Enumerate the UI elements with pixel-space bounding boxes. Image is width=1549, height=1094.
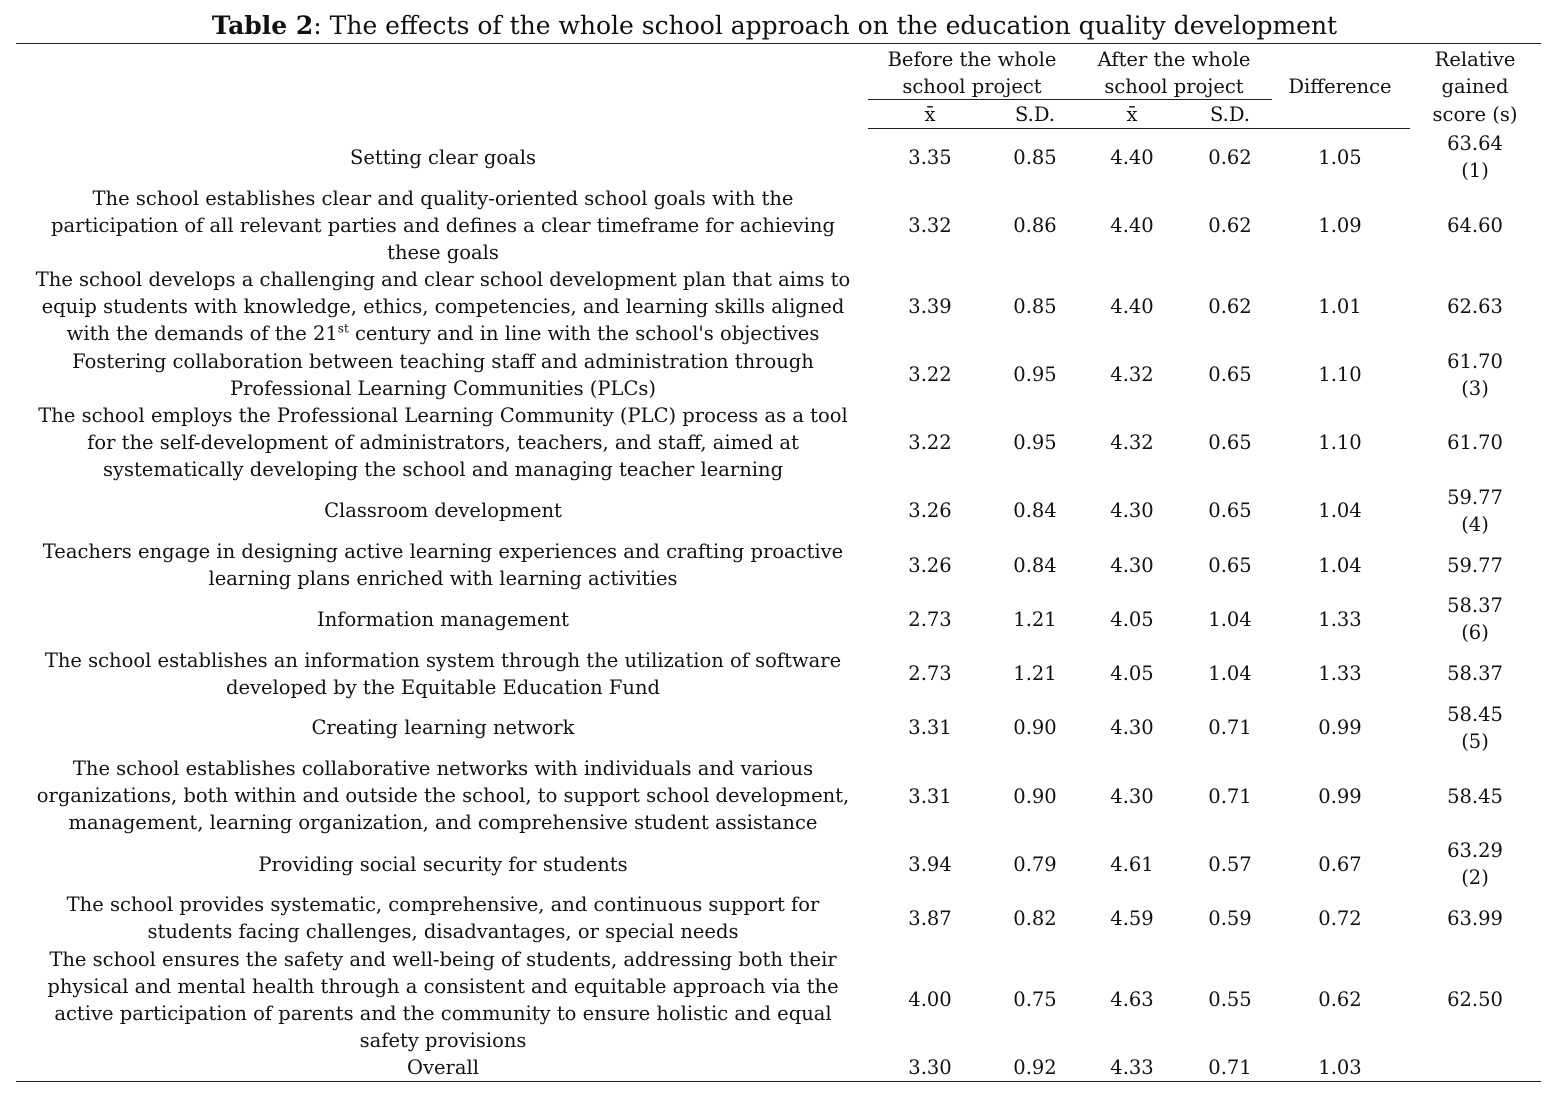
difference: 1.03 [1318, 1056, 1362, 1079]
difference: 1.04 [1318, 499, 1362, 522]
row-item: The school provides systematic, comprehensive, and continuous support for students facing challenges, disadvantages, or special needs [66, 893, 820, 943]
relative-value: 62.50 [1447, 988, 1503, 1011]
row-item [30, 266, 856, 347]
difference: 0.67 [1318, 853, 1362, 876]
before-mean: 3.26 [908, 499, 952, 522]
relative-value: 61.70 [1447, 431, 1503, 454]
relative-score [1410, 592, 1540, 646]
after-mean: 4.30 [1110, 716, 1154, 739]
before-mean: 3.39 [908, 295, 952, 318]
rank: (2) [1461, 866, 1489, 889]
table-label: Table 2 [211, 11, 314, 40]
relative-value: 59.77 [1447, 554, 1503, 577]
row-item: Providing social security for students [258, 853, 628, 876]
before-mean: 3.87 [908, 907, 952, 930]
header-bottom-rule [868, 128, 1410, 129]
after-mean: 4.33 [1110, 1056, 1154, 1079]
after-mean: 4.61 [1110, 853, 1154, 876]
after-sd: 0.59 [1208, 907, 1252, 930]
after-mean: 4.32 [1110, 431, 1154, 454]
before-mean: 3.22 [908, 363, 952, 386]
row-item: The school establishes clear and quality-oriented school goals with the participation of all relevant parties and defines a clear timeframe for achieving these goals [51, 187, 835, 264]
rank: (4) [1461, 513, 1489, 536]
row-item: Fostering collaboration between teaching staff and administration through Professional Learning Communities (PLCs) [72, 350, 814, 400]
header-before-line2: school project [902, 75, 1042, 98]
before-sd: 1.21 [1013, 608, 1057, 631]
relative-value: 59.77 [1447, 486, 1503, 509]
before-sd: 1.21 [1013, 662, 1057, 685]
relative-score [1410, 130, 1540, 184]
after-mean: 4.30 [1110, 554, 1154, 577]
row-item-text: The school develops a challenging and clear school development plan that aims to equip students with knowledge, ethics, competencies, and learning skills aligned with the demands of the 21 [35, 268, 851, 345]
before-mean: 3.94 [908, 853, 952, 876]
after-sd: 0.62 [1208, 295, 1252, 318]
header-relative-line2: gained [1441, 75, 1509, 98]
after-mean: 4.40 [1110, 295, 1154, 318]
row-item: The school establishes an information system through the utilization of software developed by the Equitable Education Fund [44, 649, 842, 699]
before-sd: 0.95 [1013, 431, 1057, 454]
before-mean: 3.31 [908, 716, 952, 739]
relative-score [1410, 348, 1540, 402]
relative-value: 61.70 [1447, 350, 1503, 373]
before-mean: 3.35 [908, 146, 952, 169]
after-mean: 4.40 [1110, 146, 1154, 169]
after-sd: 0.65 [1208, 499, 1252, 522]
before-mean: 4.00 [908, 988, 952, 1011]
before-sd: 0.90 [1013, 716, 1057, 739]
bottom-rule [16, 1081, 1541, 1082]
rank: (6) [1461, 621, 1489, 644]
after-mean: 4.40 [1110, 214, 1154, 237]
after-sd: 1.04 [1208, 608, 1252, 631]
before-mean: 3.26 [908, 554, 952, 577]
header-before-rule [868, 99, 1076, 100]
before-sd: 0.90 [1013, 785, 1057, 808]
row-item: The school employs the Professional Learning Community (PLC) process as a tool for the self-development of administrators, teachers, and staff, aimed at systematically developing the school and managing teacher learning [38, 404, 848, 481]
rank: (5) [1461, 730, 1489, 753]
before-mean: 3.22 [908, 431, 952, 454]
after-mean: 4.30 [1110, 785, 1154, 808]
after-sd: 1.04 [1208, 662, 1252, 685]
after-sd: 0.65 [1208, 363, 1252, 386]
before-sd: 0.84 [1013, 499, 1057, 522]
row-item: Setting clear goals [350, 146, 536, 169]
difference: 1.10 [1318, 431, 1362, 454]
after-sd: 0.71 [1208, 716, 1252, 739]
before-sd: 0.85 [1013, 295, 1057, 318]
difference: 1.10 [1318, 363, 1362, 386]
relative-value: 58.37 [1447, 662, 1503, 685]
difference: 0.99 [1318, 785, 1362, 808]
after-mean: 4.05 [1110, 608, 1154, 631]
table-caption [0, 10, 1549, 42]
before-sd: 0.92 [1013, 1056, 1057, 1079]
after-sd: 0.71 [1208, 1056, 1252, 1079]
difference: 0.72 [1318, 907, 1362, 930]
row-item: Information management [317, 608, 569, 631]
relative-value: 63.99 [1447, 907, 1503, 930]
difference: 0.99 [1318, 716, 1362, 739]
header-before-sd: S.D. [1015, 103, 1055, 126]
header-difference: Difference [1288, 75, 1392, 98]
row-item-overall: Overall [407, 1056, 479, 1079]
header-after-mean: x̄ [1126, 103, 1138, 126]
header-after-sd: S.D. [1210, 103, 1250, 126]
before-mean: 2.73 [908, 662, 952, 685]
difference: 1.04 [1318, 554, 1362, 577]
row-item: Classroom development [324, 499, 562, 522]
after-mean: 4.59 [1110, 907, 1154, 930]
before-sd: 0.85 [1013, 146, 1057, 169]
before-mean: 2.73 [908, 608, 952, 631]
row-item: The school ensures the safety and well-being of students, addressing both their physical and mental health through a consistent and equitable approach via the active participation of parents and the community to ensure holistic and equal safety provisions [47, 948, 839, 1052]
table-title: : The effects of the whole school approach on the education quality development [313, 11, 1338, 40]
before-mean: 3.30 [908, 1056, 952, 1079]
difference: 1.09 [1318, 214, 1362, 237]
top-rule [16, 43, 1541, 44]
row-item: The school establishes collaborative networks with individuals and various organizations, both within and outside the school, to support school development, management, learning organization, and comprehensive student assistance [36, 757, 850, 834]
after-mean: 4.32 [1110, 363, 1154, 386]
header-before-mean: x̄ [924, 103, 936, 126]
after-mean: 4.05 [1110, 662, 1154, 685]
before-sd: 0.79 [1013, 853, 1057, 876]
before-mean: 3.32 [908, 214, 952, 237]
after-mean: 4.30 [1110, 499, 1154, 522]
rank: (1) [1461, 159, 1489, 182]
relative-score [1410, 484, 1540, 538]
before-sd: 0.82 [1013, 907, 1057, 930]
difference: 1.05 [1318, 146, 1362, 169]
relative-value: 63.29 [1447, 839, 1503, 862]
relative-value: 63.64 [1447, 132, 1503, 155]
rank: (3) [1461, 377, 1489, 400]
header-relative-line1: Relative [1434, 48, 1516, 71]
difference: 1.01 [1318, 295, 1362, 318]
difference: 1.33 [1318, 608, 1362, 631]
after-sd: 0.62 [1208, 146, 1252, 169]
after-sd: 0.57 [1208, 853, 1252, 876]
relative-value: 62.63 [1447, 295, 1503, 318]
row-item: Creating learning network [311, 716, 575, 739]
relative-score [1410, 701, 1540, 755]
header-before-line1: Before the whole [887, 48, 1057, 71]
header-after-rule [1076, 99, 1272, 100]
after-sd: 0.55 [1208, 988, 1252, 1011]
before-sd: 0.95 [1013, 363, 1057, 386]
after-sd: 0.62 [1208, 214, 1252, 237]
difference: 0.62 [1318, 988, 1362, 1011]
relative-value: 58.37 [1447, 594, 1503, 617]
after-mean: 4.63 [1110, 988, 1154, 1011]
after-sd: 0.65 [1208, 431, 1252, 454]
row-item-tail: century and in line with the school's objectives [348, 322, 820, 345]
row-item-sup: st [337, 321, 349, 336]
before-sd: 0.86 [1013, 214, 1057, 237]
header-after-line1: After the whole [1097, 48, 1251, 71]
relative-value: 64.60 [1447, 214, 1503, 237]
relative-score [1410, 837, 1540, 891]
difference: 1.33 [1318, 662, 1362, 685]
after-sd: 0.71 [1208, 785, 1252, 808]
after-sd: 0.65 [1208, 554, 1252, 577]
before-mean: 3.31 [908, 785, 952, 808]
header-relative-line3: score (s) [1432, 103, 1518, 126]
before-sd: 0.84 [1013, 554, 1057, 577]
relative-value: 58.45 [1447, 785, 1503, 808]
before-sd: 0.75 [1013, 988, 1057, 1011]
row-item: Teachers engage in designing active learning experiences and crafting proactive learning plans enriched with learning activities [42, 540, 844, 590]
header-after-line2: school project [1104, 75, 1244, 98]
relative-value: 58.45 [1447, 703, 1503, 726]
